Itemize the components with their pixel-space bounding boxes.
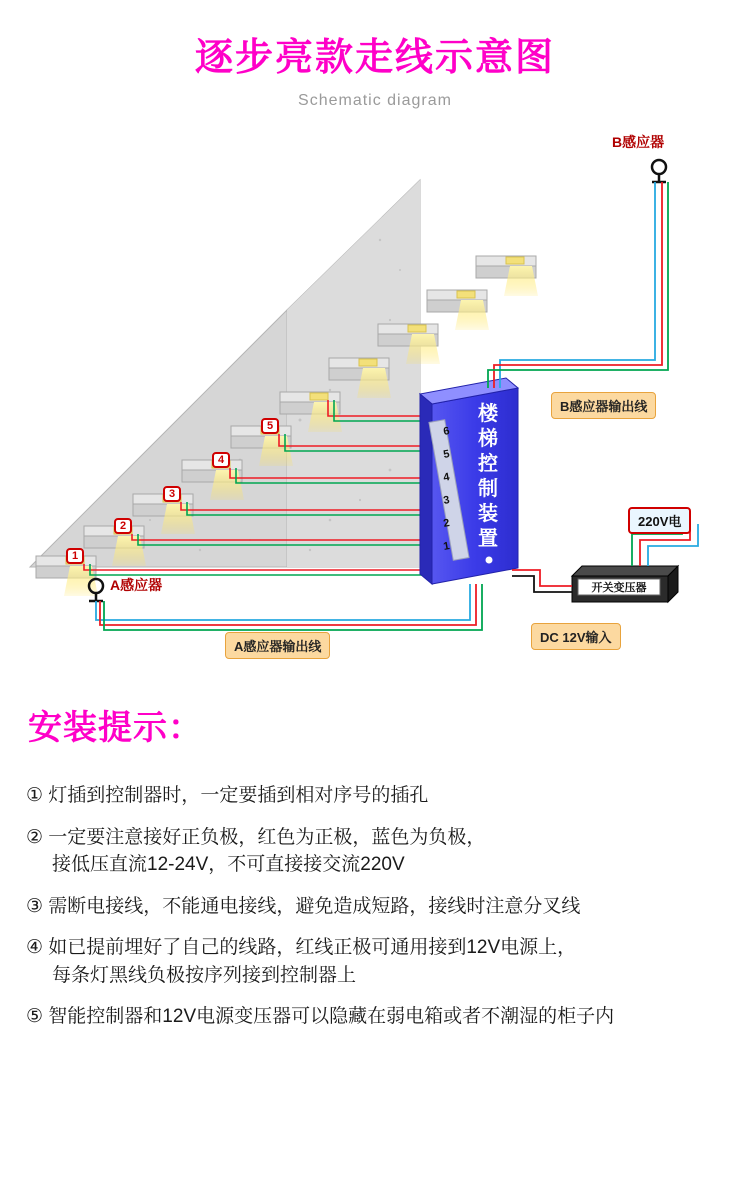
step-badge-3: 3 [163,486,181,502]
sensor-b-output-tag: B感应器输出线 [551,392,656,419]
controller-box [420,378,518,584]
sensor-b-label: B感应器 [612,134,665,150]
svg-text:装: 装 [478,503,498,525]
svg-text:5: 5 [442,448,451,461]
page-title: 逐步亮款走线示意图 [194,37,555,79]
step-badge-5: 5 [261,418,279,434]
list-item: ④ 如已提前埋好了自己的线路，红线正极可通用接到12V电源上， 每条灯黑线负极按序列接到控制器上 [26,937,577,986]
mains-tag: 220V电 [628,507,691,534]
sensor-a-label: A感应器 [110,577,163,593]
page-subtitle: Schematic diagram [298,92,452,109]
step-badge-1: 1 [66,548,84,564]
wiring-diagram [0,120,750,680]
svg-text:置: 置 [478,528,498,550]
tips-list [26,782,726,1045]
svg-text:2: 2 [442,517,451,530]
svg-text:制: 制 [478,478,498,500]
sensor-a-output-tag: A感应器输出线 [225,632,330,659]
list-item: ③ 需断电接线，不能通电接线，避免造成短路，接线时注意分叉线 [26,895,581,917]
svg-text:楼: 楼 [478,403,498,425]
svg-text:控: 控 [478,453,498,475]
svg-text:梯: 梯 [478,428,498,450]
list-item: ② 一定要注意接好正负极，红色为正极，蓝色为负极， 接低压直流12-24V，不可直接接交流220V [26,826,486,876]
list-item: ① 灯插到控制器时，一定要插到相对序号的插孔 [26,785,429,806]
svg-text:1: 1 [442,540,451,553]
list-item: ⑤ 智能控制器和12V电源变压器可以隐藏在弱电箱或者不潮湿的柜子内 [26,1006,615,1028]
svg-text:6: 6 [442,425,451,438]
svg-text:4: 4 [442,471,451,484]
svg-text:3: 3 [442,494,451,507]
tips-heading: 安装提示： [28,709,203,747]
step-badge-4: 4 [212,452,230,468]
dc-input-tag: DC 12V输入 [531,623,621,650]
step-badge-2: 2 [114,518,132,534]
power-supply [512,524,698,602]
svg-text:开关变压器: 开关变压器 [591,582,647,594]
